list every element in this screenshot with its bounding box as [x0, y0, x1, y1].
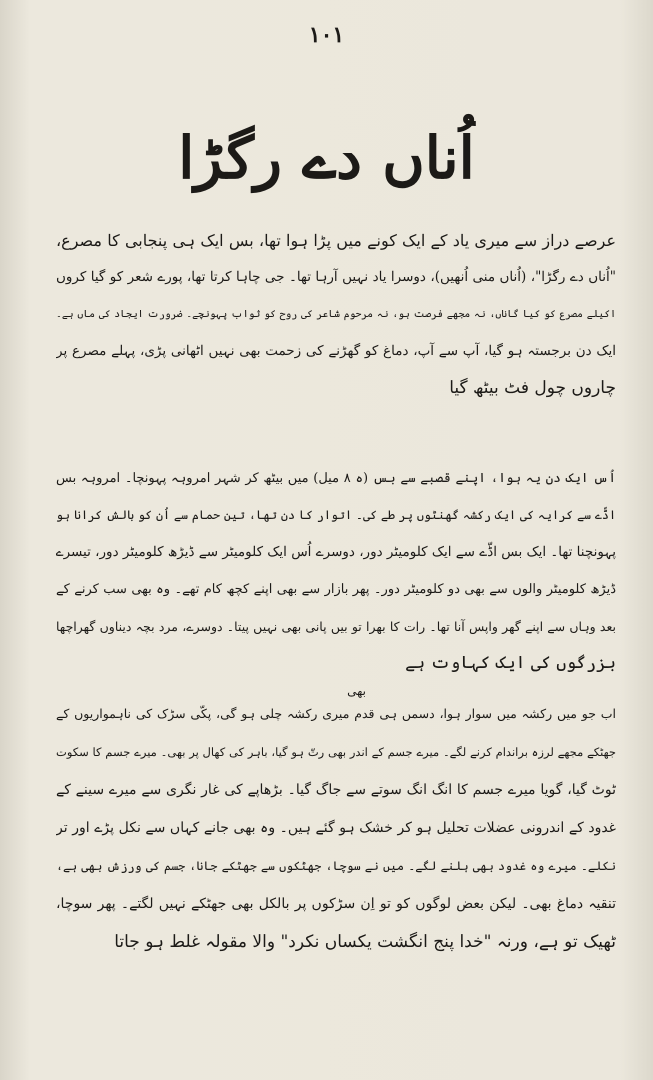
text-line: ایک دن برجستہ ہو گیا، آپ سے آپ، دماغ کو گھڑنے کی زحمت بھی نہیں اٹھانی پڑی، پہلے مصرع پر — [56, 343, 616, 359]
text-line: ٹوٹ گیا، گویا میرے جسم کا انگ انگ سوتے سے جاگ گیا۔ بڑھاپے کی غار نگری سے میرے سینے کے — [56, 782, 616, 798]
text-line: نکلے۔ میرے وہ غدود بھی ہلنے لگے۔ میں نے سوچا، جھٹکوں سے جھٹکے جانا، جسم کی ورزش بھی ہے، — [56, 859, 616, 873]
text-line: "اُناں دے رگڑا"، (اُناں منی اُنھیں)، دوسرا یاد نہیں آرہا تھا۔ جی چاہا کرتا تھا، پورے شعر کو گیا کروں — [56, 269, 616, 285]
text-line: غدود کے اندرونی عضلات تحلیل ہو کر خشک ہو گئے ہیں۔ وہ بھی جانے کہاں سے نکل پڑے اور تر — [56, 820, 616, 836]
text-line: اڈّے سے کرایہ کی ایک رکشہ گھنٹوں پر طے کی۔ اتوار کا دن تھا، تین حمام سے اُن کو بالش کرانا ہو — [56, 508, 616, 522]
text-line: ٹھیک تو ہے، ورنہ "خدا پنج انگشت یکساں نکرد" والا مقولہ غلط ہو جاتا — [114, 932, 616, 952]
text-line: چاروں چول فٹ بیٹھ گیا — [449, 378, 616, 398]
text-line: تنقیہ دماغ بھی۔ لیکن بعض لوگوں کو تو اِن سڑکوں پر بالکل بھی جھٹکے نہیں لگتے۔ پھر سوچا، — [56, 896, 616, 912]
text-line: ڈیڑھ کلومیٹر والوں سے بھی دو کلومیٹر دور۔ پھر بازار سے بھی اپنے کچھ کام تھے۔ وہ بھی سب کرنے کے — [56, 582, 616, 597]
paragraph-3 — [56, 695, 616, 961]
text-line: اکیلے مصرع کو کیا گاناں، نہ مجھے فرصت ہو، نہ مرحوم شاعر کی روح کو ثواب پہونچے۔ ضرورت ایجاد کی ماں ہے۔ — [56, 309, 616, 320]
interlinear-note: بھی — [347, 684, 366, 698]
text-line: جھٹکے مجھے لرزہ براندام کرنے لگے۔ میرے جسم کے اندر بھی رتّ ہو گیا، باہر کی کھال پر بھی۔ میرے جسم کا سکوت — [56, 745, 616, 759]
text-line: بعد وہاں سے اپنے گھر واپس آنا تھا۔ رات کا بھرا تو بیں پانی بھی نہیں پیتا۔ دوسرے، مرد بچہ دیناوں گھراچھا — [56, 619, 616, 634]
paragraph-2 — [56, 460, 616, 698]
page-number: ۱۰۱ — [308, 22, 345, 48]
text-line: پہونچنا تھا۔ ایک بس اڈّے سے ایک کلومیٹر دور، دوسرے اُس ایک کلومیٹر سے ڈیڑھ کلومیٹر دور، تیسرے — [56, 544, 616, 560]
chapter-title: اُناں دے رگڑا — [178, 124, 475, 192]
text-line: اب جو میں رکشہ میں سوار ہوا، دسمں ہی قدم میری رکشہ چلی ہو گی، پکّی سڑک کی ناہمواریوں کے — [56, 706, 616, 721]
text-line: بزرگوں کی ایک کہاوت ہے — [405, 653, 616, 673]
text-line: اُس ایک دن یہ ہوا، اپنے قصبے سے بس (ہ ۸ میل) میں بیٹھ کر شہر امروہہ پہونچا۔ امروہہ بس — [56, 471, 616, 486]
text-line: عرصے دراز سے میری یاد کے ایک کونے میں پڑا ہوا تھا، بس ایک ہی پنجابی کا مصرع، — [56, 231, 616, 250]
paragraph-1 — [56, 222, 616, 407]
